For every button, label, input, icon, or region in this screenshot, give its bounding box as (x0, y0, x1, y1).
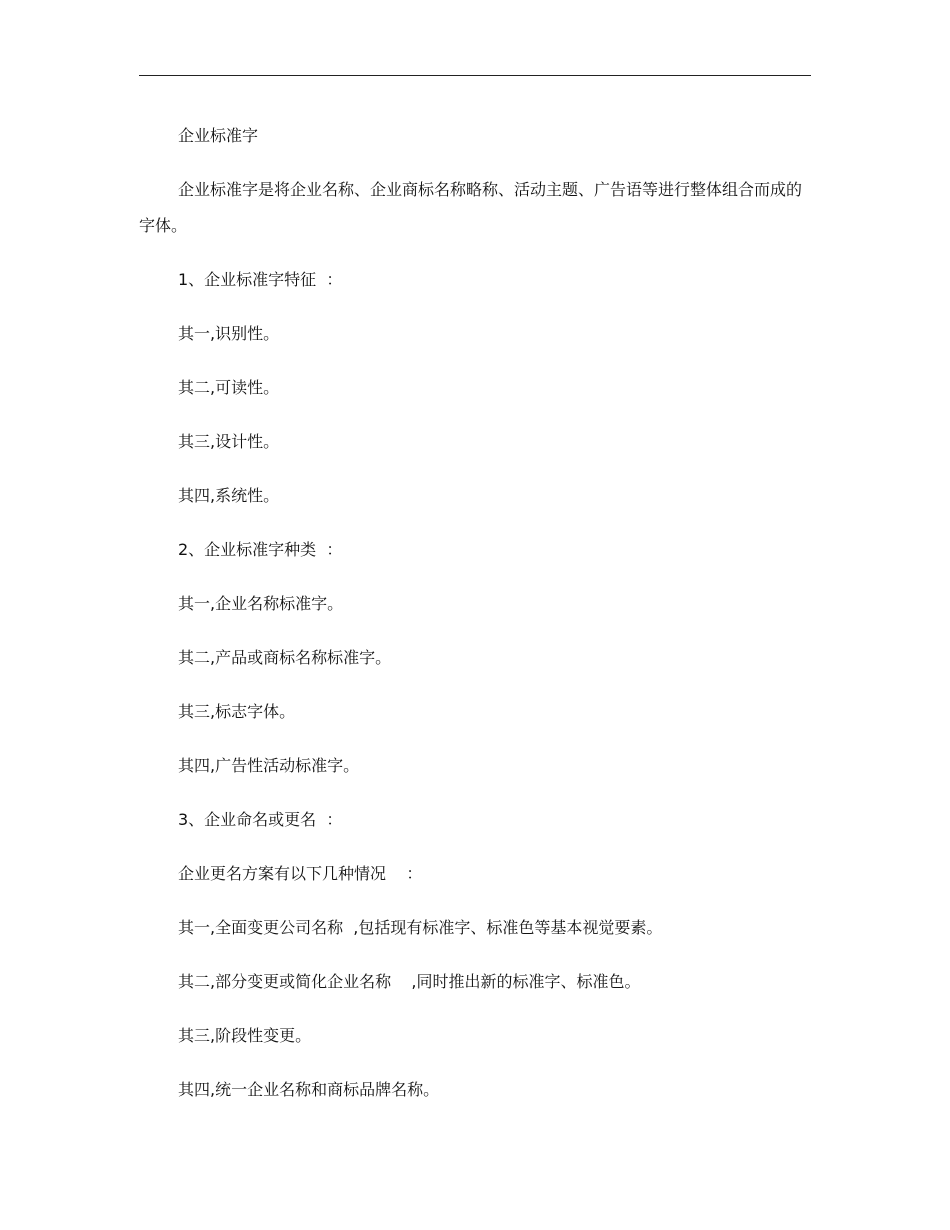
naming-item: 其二,部分变更或简化企业名称 ,同时推出新的标准字、标准色。 (178, 972, 641, 991)
document-body (139, 118, 811, 1108)
feature-item: 其一,识别性。 (178, 324, 280, 343)
section-title: 企业标准字 (178, 126, 259, 145)
type-item: 其四,广告性活动标准字。 (178, 756, 360, 775)
feature-item: 其二,可读性。 (178, 378, 280, 397)
naming-intro: 企业更名方案有以下几种情况 ： (178, 864, 423, 883)
type-item: 其三,标志字体。 (178, 702, 296, 721)
naming-item: 其四,统一企业名称和商标品牌名称。 (178, 1080, 440, 1099)
type-item: 其一,企业名称标准字。 (178, 594, 344, 613)
heading-types: 2、企业标准字种类 ： (178, 540, 343, 559)
naming-item: 其三,阶段性变更。 (178, 1026, 312, 1045)
heading-features: 1、企业标准字特征 ： (178, 270, 343, 289)
feature-item: 其三,设计性。 (178, 432, 280, 451)
heading-naming: 3、企业命名或更名 ： (178, 810, 343, 829)
naming-item: 其一,全面变更公司名称 ,包括现有标准字、标准色等基本视觉要素。 (178, 918, 663, 937)
intro-paragraph: 企业标准字是将企业名称、企业商标名称略称、活动主题、广告语等进行整体组合而成的字体。 (139, 180, 803, 235)
header-rule (139, 75, 811, 76)
feature-item: 其四,系统性。 (178, 486, 280, 505)
type-item: 其二,产品或商标名称标准字。 (178, 648, 392, 667)
